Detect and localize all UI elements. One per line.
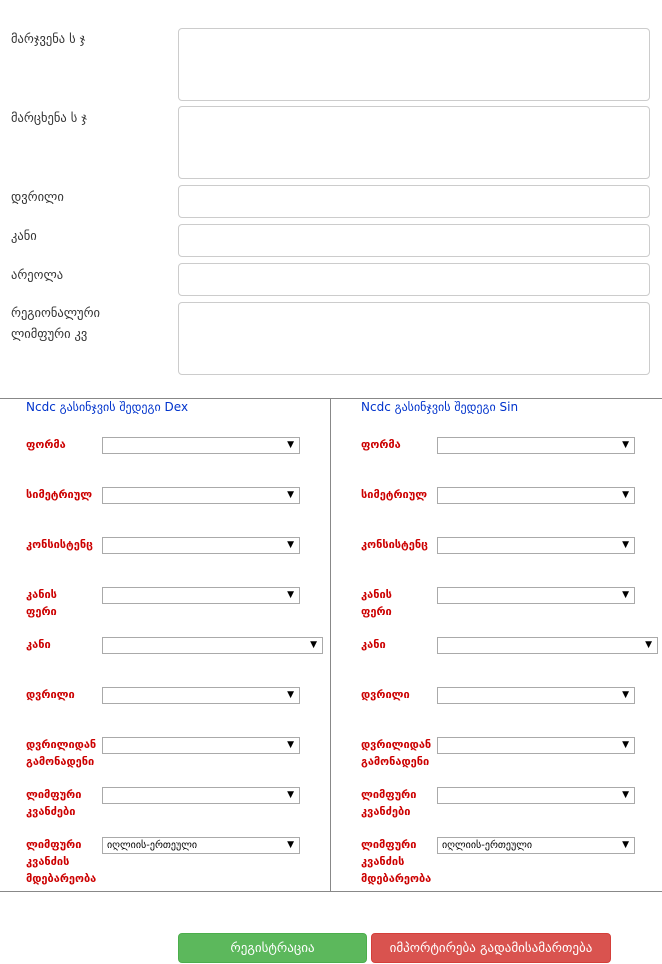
- chevron-down-icon: ▼: [622, 490, 629, 500]
- chevron-down-icon: ▼: [622, 590, 629, 600]
- register-button[interactable]: რეგისტრაცია: [178, 933, 367, 963]
- dex-skin-color-label: კანის ფერი: [26, 588, 57, 618]
- chevron-down-icon: ▼: [622, 540, 629, 550]
- sin-lymph-nodes-label: ლიმფური კვანძები: [361, 788, 417, 818]
- dex-consistency-select[interactable]: [102, 537, 300, 554]
- chevron-down-icon: ▼: [287, 690, 294, 700]
- chevron-down-icon: ▼: [622, 790, 629, 800]
- chevron-down-icon: ▼: [287, 540, 294, 550]
- chevron-down-icon: ▼: [287, 790, 294, 800]
- dex-skin-select[interactable]: [102, 637, 323, 654]
- dex-symmetry-label: სიმეტრიულ: [26, 488, 93, 501]
- sin-skin-select[interactable]: [437, 637, 658, 654]
- dex-nipple-label: დვრილი: [26, 688, 75, 701]
- sin-skin-color-select[interactable]: [437, 587, 635, 604]
- sin-lymph-nodes-select[interactable]: [437, 787, 635, 804]
- section-top-divider: [0, 398, 662, 399]
- section-bottom-divider: [0, 891, 662, 892]
- chevron-down-icon: ▼: [287, 590, 294, 600]
- areola-label: არეოლა: [11, 267, 64, 282]
- chevron-down-icon: ▼: [287, 490, 294, 500]
- chevron-down-icon: ▼: [622, 840, 629, 850]
- right-breast-label: მარჯვენა ს ჯ: [11, 31, 86, 46]
- sin-lymph-location-label: ლიმფური კვანძის მდებარეობა: [361, 838, 432, 885]
- dex-discharge-label: დვრილიდან გამონადენი: [26, 738, 97, 768]
- sin-lymph-location-select[interactable]: იღლიის-ერთეული ▼: [437, 837, 635, 854]
- dex-discharge-select[interactable]: [102, 737, 300, 754]
- chevron-down-icon: ▼: [622, 440, 629, 450]
- sin-discharge-select[interactable]: [437, 737, 635, 754]
- dex-form-select[interactable]: [102, 437, 300, 454]
- dex-lymph-nodes-label: ლიმფური კვანძები: [26, 788, 82, 818]
- right-breast-textarea[interactable]: [178, 28, 650, 101]
- sin-nipple-select[interactable]: [437, 687, 635, 704]
- dex-skin-color-select[interactable]: [102, 587, 300, 604]
- dex-skin-label: კანი: [26, 638, 51, 651]
- chevron-down-icon: ▼: [287, 440, 294, 450]
- regional-lymph-label: რეგიონალური ლიმფური კვ: [11, 305, 100, 341]
- sin-discharge-label: დვრილიდან გამონადენი: [361, 738, 432, 768]
- dex-symmetry-select[interactable]: [102, 487, 300, 504]
- chevron-down-icon: ▼: [287, 840, 294, 850]
- left-breast-textarea[interactable]: [178, 106, 650, 179]
- sin-form-label: ფორმა: [361, 438, 401, 451]
- dex-nipple-select[interactable]: [102, 687, 300, 704]
- areola-input[interactable]: [178, 263, 650, 296]
- import-redirect-button[interactable]: იმპორტირება გადამისამართება: [371, 933, 611, 963]
- nipple-input[interactable]: [178, 185, 650, 218]
- sin-title: Ncdc გასინჯვის შედეგი Sin: [361, 400, 519, 414]
- chevron-down-icon: ▼: [287, 740, 294, 750]
- chevron-down-icon: ▼: [622, 690, 629, 700]
- sin-consistency-select[interactable]: [437, 537, 635, 554]
- sin-skin-color-label: კანის ფერი: [361, 588, 392, 618]
- dex-form-label: ფორმა: [26, 438, 66, 451]
- chevron-down-icon: ▼: [310, 640, 317, 650]
- regional-lymph-textarea[interactable]: [178, 302, 650, 375]
- dex-lymph-location-label: ლიმფური კვანძის მდებარეობა: [26, 838, 97, 885]
- sin-form-select[interactable]: [437, 437, 635, 454]
- chevron-down-icon: ▼: [645, 640, 652, 650]
- chevron-down-icon: ▼: [622, 740, 629, 750]
- sin-consistency-label: კონსისტენც: [361, 538, 428, 551]
- sin-nipple-label: დვრილი: [361, 688, 410, 701]
- dex-title: Ncdc გასინჯვის შედეგი Dex: [26, 400, 189, 414]
- skin-label: კანი: [11, 228, 37, 243]
- dex-consistency-label: კონსისტენც: [26, 538, 93, 551]
- dex-lymph-nodes-select[interactable]: [102, 787, 300, 804]
- sin-symmetry-select[interactable]: [437, 487, 635, 504]
- left-breast-label: მარცხენა ს ჯ: [11, 110, 87, 125]
- sin-symmetry-label: სიმეტრიულ: [361, 488, 428, 501]
- nipple-label: დვრილი: [11, 189, 64, 204]
- column-divider: [330, 399, 331, 892]
- sin-skin-label: კანი: [361, 638, 386, 651]
- dex-lymph-location-select[interactable]: იღლიის-ერთეული ▼: [102, 837, 300, 854]
- skin-input[interactable]: [178, 224, 650, 257]
